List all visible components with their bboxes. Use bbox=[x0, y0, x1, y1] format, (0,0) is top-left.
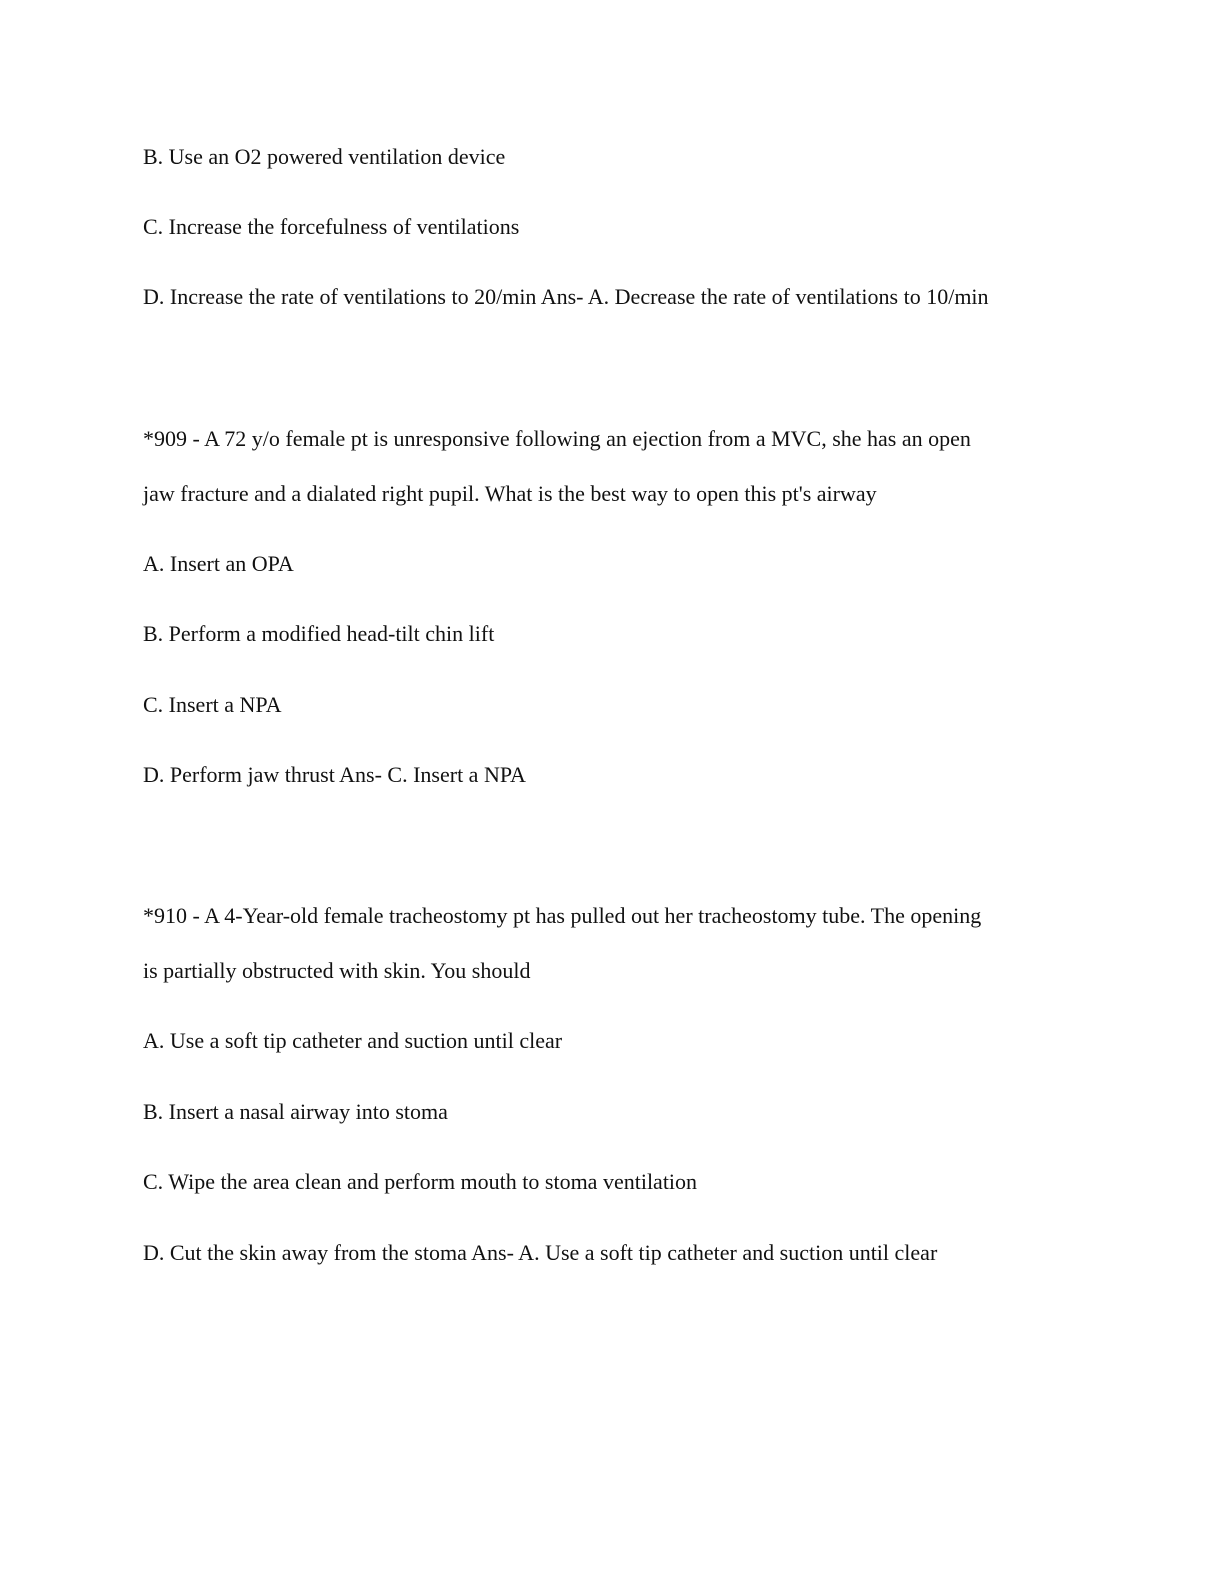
answer-option-c: C. Increase the forcefulness of ventilations bbox=[143, 214, 520, 239]
question-909-option-a: A. Insert an OPA bbox=[143, 551, 294, 576]
question-910-option-c: C. Wipe the area clean and perform mouth to stoma ventilation bbox=[143, 1169, 698, 1194]
question-909-option-c: C. Insert a NPA bbox=[143, 692, 282, 717]
question-910-option-a: A. Use a soft tip catheter and suction until clear bbox=[143, 1028, 563, 1053]
question-910-line-2: is partially obstructed with skin. You should bbox=[143, 958, 531, 983]
question-909-option-d-with-answer: D. Perform jaw thrust Ans- C. Insert a NPA bbox=[143, 762, 526, 787]
answer-option-b: B. Use an O2 powered ventilation device bbox=[143, 144, 506, 169]
answer-option-d-with-answer: D. Increase the rate of ventilations to 20/min Ans- A. Decrease the rate of ventilations to 10/min bbox=[143, 284, 989, 309]
question-909-line-2: jaw fracture and a dialated right pupil. What is the best way to open this pt's airway bbox=[143, 481, 877, 506]
question-909-line-1: *909 - A 72 y/o female pt is unresponsive following an ejection from a MVC, she has an open bbox=[143, 426, 971, 451]
question-910-line-1: *910 - A 4-Year-old female tracheostomy pt has pulled out her tracheostomy tube. The opening bbox=[143, 903, 982, 928]
question-910-option-b: B. Insert a nasal airway into stoma bbox=[143, 1099, 448, 1124]
question-909-option-b: B. Perform a modified head-tilt chin lift bbox=[143, 621, 495, 646]
question-910-option-d-with-answer: D. Cut the skin away from the stoma Ans- A. Use a soft tip catheter and suction until clear bbox=[143, 1240, 938, 1265]
